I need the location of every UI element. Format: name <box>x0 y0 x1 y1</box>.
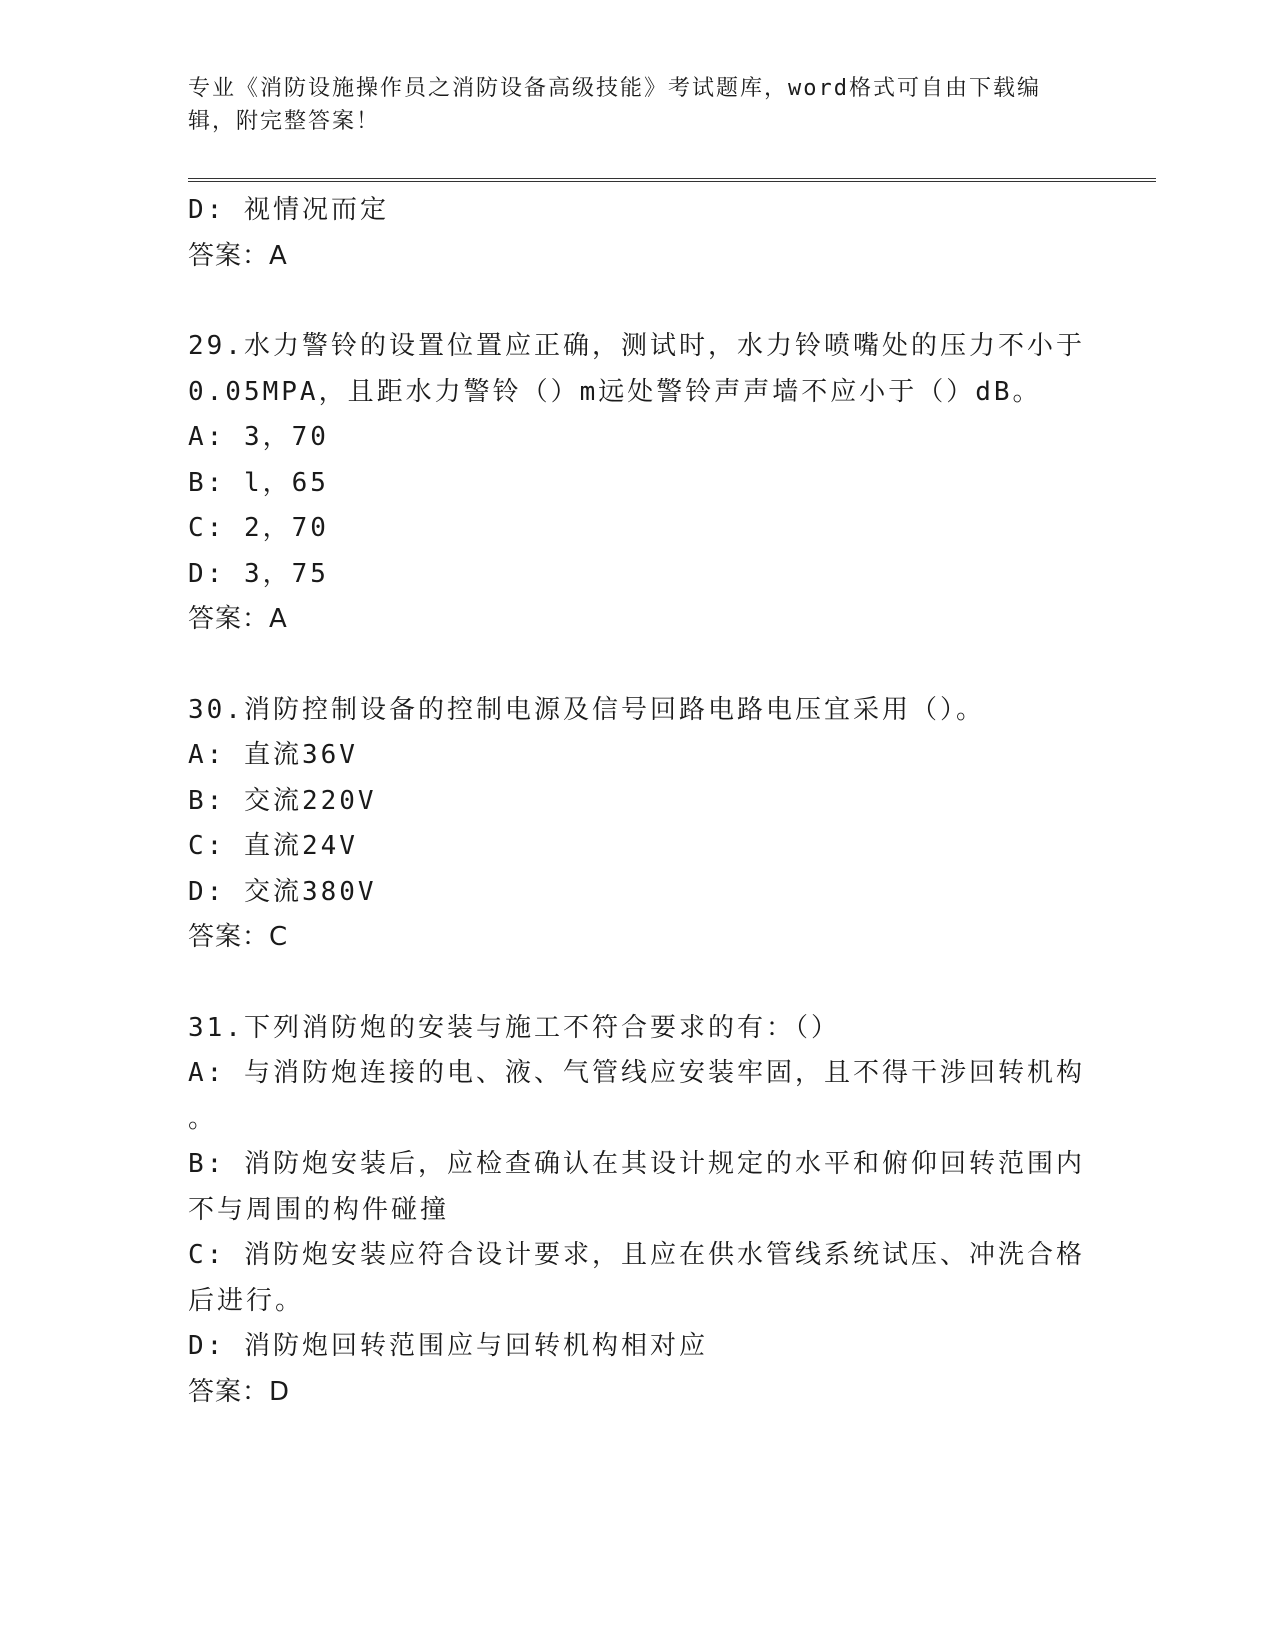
option-c-continued: 后进行。 <box>188 1285 305 1316</box>
option-d: D: 消防炮回转范围应与回转机构相对应 <box>188 1331 708 1361</box>
question-28-tail <box>188 188 1088 279</box>
option-b: B: 消防炮安装后，应检查确认在其设计规定的水平和俯仰回转范围内 <box>188 1149 1085 1179</box>
option-d: D: 交流380V <box>188 876 377 907</box>
question-stem: 29.水力警铃的设置位置应正确，测试时，水力铃喷嘴处的压力不小于 <box>188 331 1085 361</box>
option-b-continued: 不与周围的构件碰撞 <box>188 1194 450 1225</box>
answer-line: 答案：A <box>188 604 288 634</box>
option-c: C: 消防炮安装应符合设计要求，且应在供水管线系统试压、冲洗合格 <box>188 1240 1085 1270</box>
page-header <box>188 72 1078 138</box>
header-line-1: 专业《消防设施操作员之消防设备高级技能》考试题库，word格式可自由下载编 <box>188 76 1041 101</box>
option-d: D: 视情况而定 <box>188 195 389 225</box>
answer-line: 答案：C <box>188 922 289 952</box>
header-divider <box>188 178 1156 182</box>
question-30 <box>188 688 1088 961</box>
option-c: C: 直流24V <box>188 831 358 861</box>
option-d: D: 3，75 <box>188 558 329 589</box>
option-a-continued: 。 <box>188 1103 218 1134</box>
answer-line: 答案：A <box>188 240 288 271</box>
question-31 <box>188 1006 1088 1416</box>
option-c: C: 2，70 <box>188 513 329 543</box>
question-stem: 30.消防控制设备的控制电源及信号回路电路电压宜采用（）。 <box>188 694 985 725</box>
option-a: A: 直流36V <box>188 740 358 770</box>
option-a: A: 3，70 <box>188 422 329 452</box>
question-content <box>188 188 1088 1415</box>
option-b: B: l，65 <box>188 467 329 498</box>
question-stem: 31.下列消防炮的安装与施工不符合要求的有：（） <box>188 1012 840 1043</box>
answer-line: 答案：D <box>188 1376 291 1407</box>
spacer <box>188 961 1088 1006</box>
header-line-2: 辑，附完整答案！ <box>188 109 381 134</box>
spacer <box>188 643 1088 688</box>
question-stem: 0.05MPA，且距水力警铃（）m远处警铃声声墙不应小于（）dB。 <box>188 376 1042 407</box>
spacer <box>188 279 1088 324</box>
option-a: A: 与消防炮连接的电、液、气管线应安装牢固，且不得干涉回转机构 <box>188 1058 1085 1088</box>
question-29 <box>188 324 1088 643</box>
option-b: B: 交流220V <box>188 785 377 816</box>
